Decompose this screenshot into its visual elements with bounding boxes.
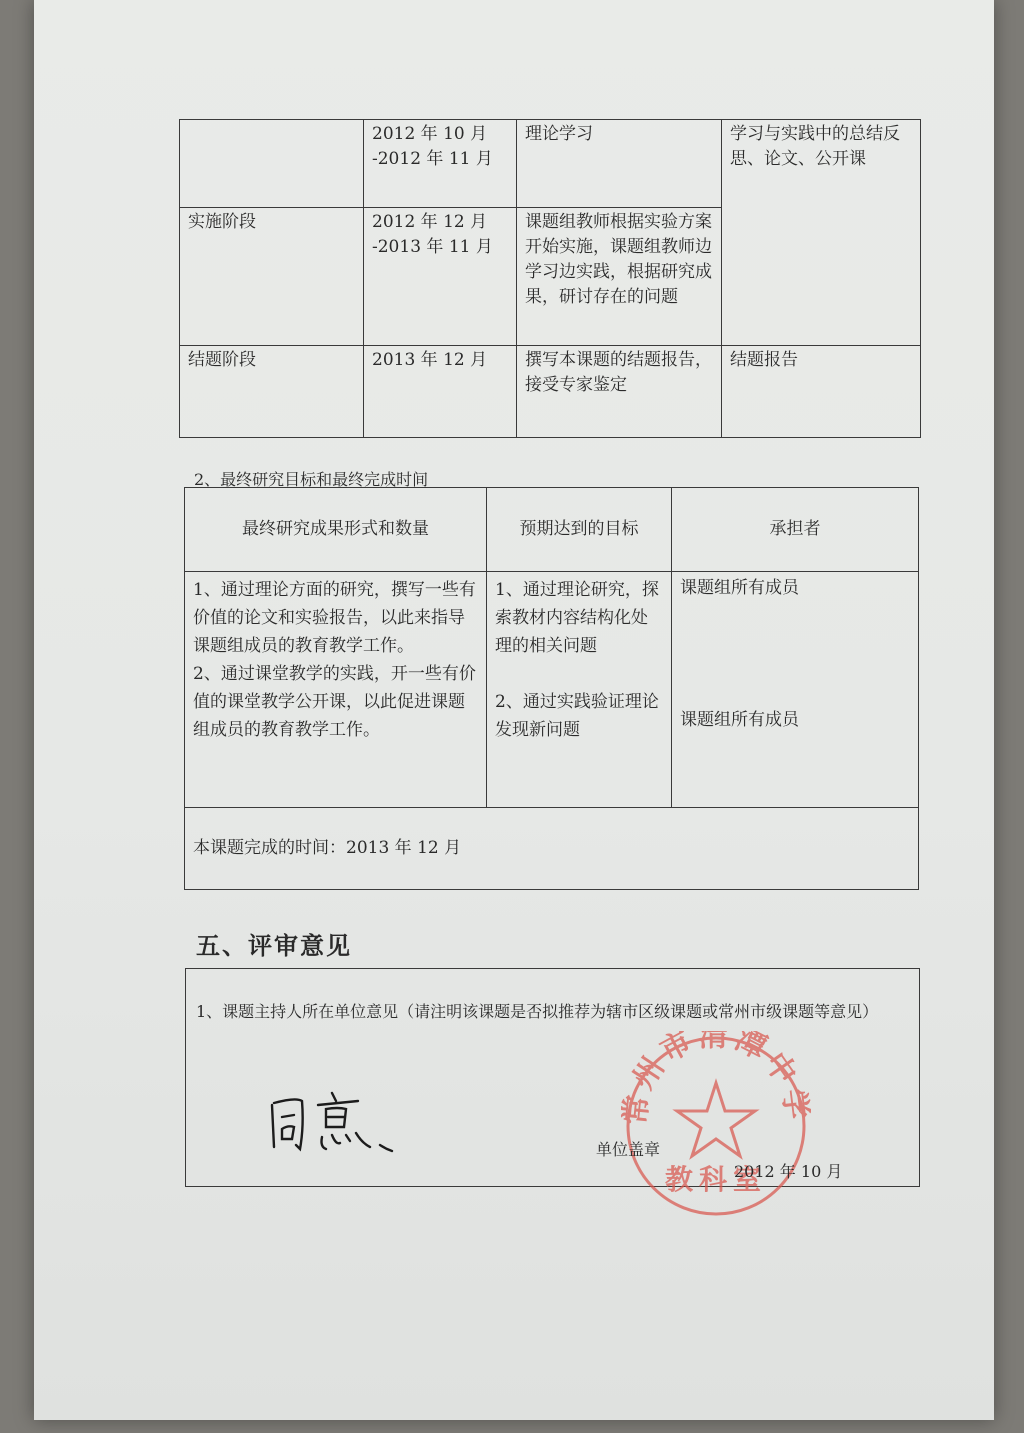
official-seal <box>621 1031 811 1221</box>
seal-icon <box>621 1031 811 1221</box>
header-cell: 最终研究成果形式和数量 <box>185 488 487 572</box>
stage-cell: 结题阶段 <box>180 346 364 438</box>
opinion-label: 1、课题主持人所在单位意见（请注明该课题是否拟推荐为辖市区级课题或常州市级课题等意见） <box>196 1002 879 1021</box>
time-text: 2012 年 12 月 -2013 年 11 月 <box>372 212 493 257</box>
time-cell <box>364 120 517 208</box>
goal-text: 1、通过理论研究，探索教材内容结构化处理的相关问题 2、通过实践验证理论发现新问题 <box>495 580 659 740</box>
stage-cell <box>180 120 364 208</box>
review-opinion-box <box>185 968 920 1196</box>
owner-cell <box>672 572 919 808</box>
goal-cell <box>487 572 672 808</box>
section2-title: 2、最终研究目标和最终完成时间 <box>194 470 429 489</box>
schedule-table <box>179 119 921 438</box>
outcome-cell <box>185 572 487 808</box>
document-page <box>34 0 994 1420</box>
time-text: 2012 年 10 月 -2012 年 11 月 <box>372 124 493 169</box>
completion-text: 本课题完成的时间：2013 年 12 月 <box>193 838 462 858</box>
owner-text: 课题组所有成员 <box>680 710 799 730</box>
section5-title: 五、评审意见 <box>196 932 352 960</box>
content-cell: 理论学习 <box>517 120 722 208</box>
result-merged-cell: 学习与实践中的总结反思、论文、公开课 <box>722 120 921 346</box>
completion-cell <box>185 808 919 890</box>
stage-cell: 实施阶段 <box>180 208 364 346</box>
content-cell: 撰写本课题的结题报告，接受专家鉴定 <box>517 346 722 438</box>
header-cell: 承担者 <box>672 488 919 572</box>
goals-table <box>184 487 919 890</box>
outcome-text: 1、通过理论方面的研究，撰写一些有价值的论文和实验报告，以此来指导课题组成员的教育教学工作。 2、通过课堂教学的实践，开一些有价值的课堂教学公开课，以此促进课题组成员的教育教学工作。 <box>193 580 476 740</box>
result-cell: 结题报告 <box>722 346 921 438</box>
svg-text:教科室: 教科室 <box>664 1163 768 1196</box>
signature-icon <box>266 1087 406 1157</box>
owner-text: 课题组所有成员 <box>680 578 799 598</box>
signature <box>266 1087 406 1157</box>
seal-label: 单位盖章 <box>596 1140 661 1159</box>
time-cell <box>364 208 517 346</box>
opinion-date: 2012 年 10 月 <box>734 1162 843 1181</box>
content-cell: 课题组教师根据实验方案开始实施，课题组教师边学习边实践，根据研究成果，研讨存在的问题 <box>517 208 722 346</box>
svg-text:常州市清潭中学: 常州市清潭中学 <box>621 1031 811 1127</box>
time-cell: 2013 年 12 月 <box>364 346 517 438</box>
header-cell: 预期达到的目标 <box>487 488 672 572</box>
